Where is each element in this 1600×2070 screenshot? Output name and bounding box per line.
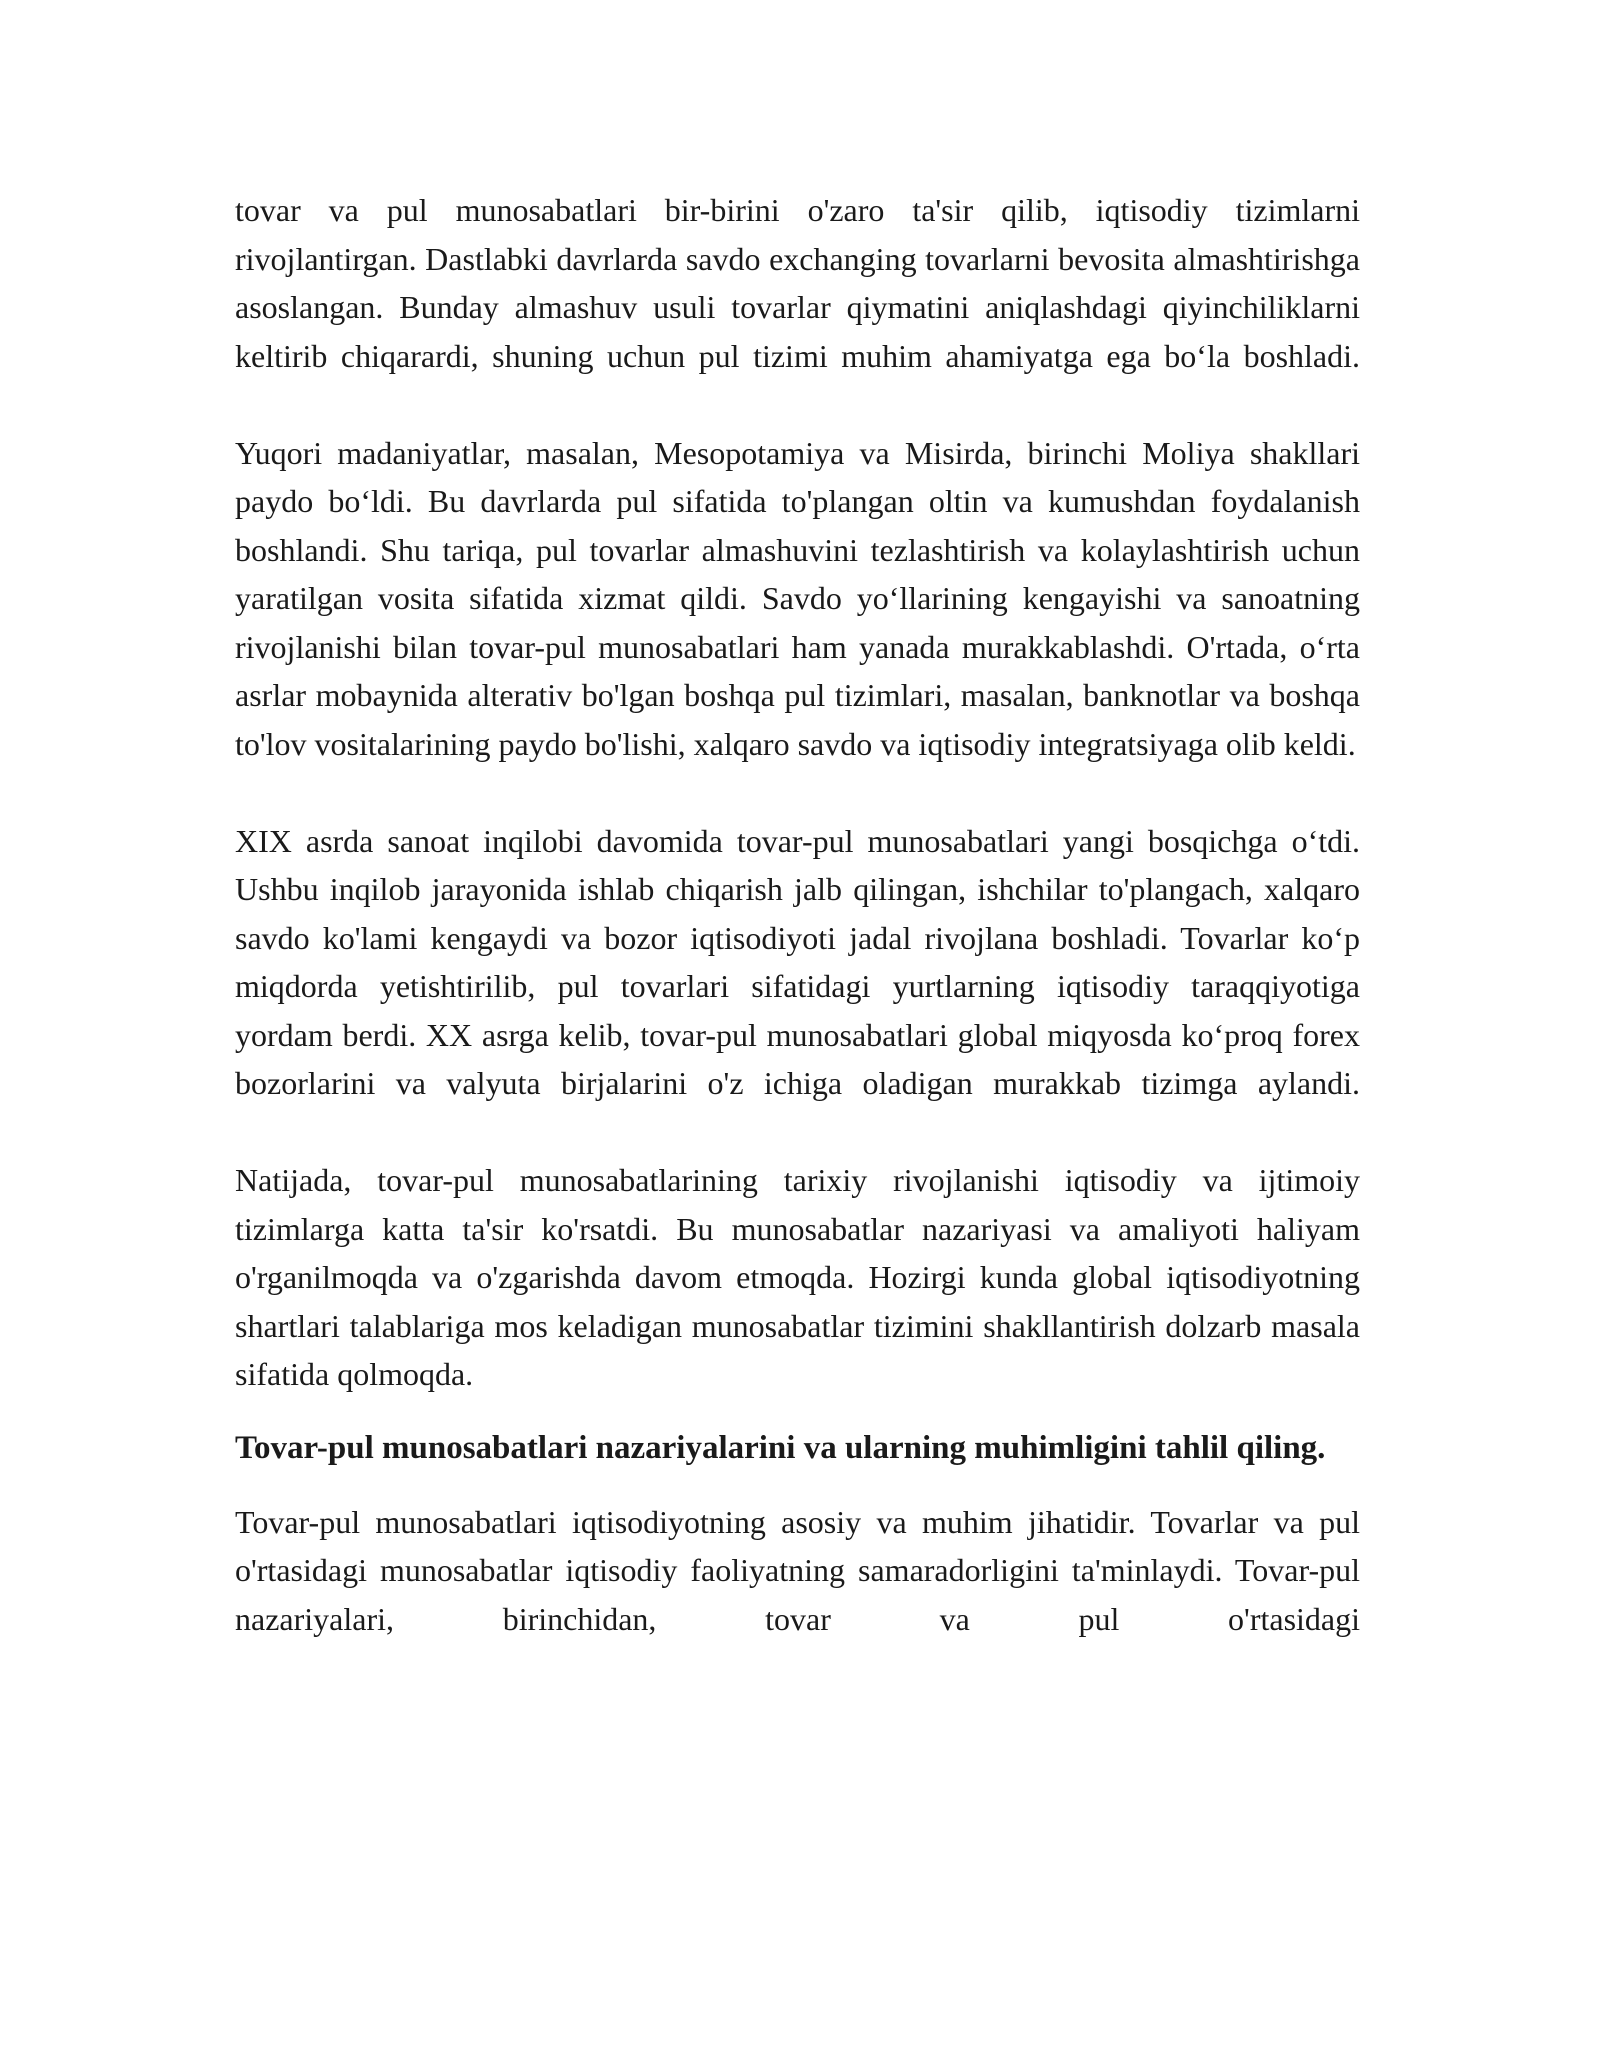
paragraph-industrial-revolution: XIX asrda sanoat inqilobi davomida tovar-pul munosabatlari yangi bosqichga o‘tdi. Ushbu inqilob jarayonida ishlab chiqarish jalb qilingan, ishchilar to'plangach, xalqaro savdo ko'lami kengaydi va bozor iqtisodiyoti jadal rivojlana boshladi. Tovarlar ko‘p miqdorda yetishtirilib, pul tovarlari sifatidagi yurtlarning iqtisodiy taraqqiyotiga yordam berdi. XX asrga kelib, tovar-pul munosabatlari global miqyosda ko‘proq forex bozorlarini va valyuta birjalarini o'z ichiga oladigan murakkab tizimga aylandi. (235, 822, 1360, 1101)
document-body (235, 186, 1360, 1643)
paragraph-spacer (235, 768, 1360, 817)
paragraph-theories-intro: Tovar-pul munosabatlari iqtisodiyotning asosiy va muhim jihatidir. Tovarlar va pul o'rtasidagi munosabatlar iqtisodiy faoliyatning samaradorligini ta'minlaydi. Tovar-pul nazariyalari, birinchidan, tovar va pul o'rtasidagi (235, 1503, 1360, 1637)
paragraph-spacer (235, 1108, 1360, 1157)
paragraph-spacer (235, 380, 1360, 429)
paragraph-conclusion: Natijada, tovar-pul munosabatlarining tarixiy rivojlanishi iqtisodiy va ijtimoiy tizimlarga katta ta'sir ko'rsatdi. Bu munosabatlar nazariyasi va amaliyoti haliyam o'rganilmoqda va o'zgarishda davom etmoqda. Hozirgi kunda global iqtisodiyotning shartlari talablariga mos keladigan munosabatlar tizimini shakllantirish dolzarb masala sifatida qolmoqda. (235, 1162, 1360, 1392)
section-heading: Tovar-pul munosabatlari nazariyalarini va ularning muhimligini tahlil qiling. (235, 1429, 1326, 1466)
paragraph-ancient-money: Yuqori madaniyatlar, masalan, Mesopotamiya va Misirda, birinchi Moliya shakllari paydo bo‘ldi. Bu davrlarda pul sifatida to'plangan oltin va kumushdan foydalanish boshlandi. Shu tariqa, pul tovarlar almashuvini tezlashtirish va kolaylashtirish uchun yaratilgan vosita sifatida xizmat qildi. Savdo yo‘llarining kengayishi va sanoatning rivojlanishi bilan tovar-pul munosabatlari ham yanada murakkablashdi. O'rtada, o‘rta asrlar mobaynida alterativ bo'lgan boshqa pul tizimlari, masalan, banknotlar va boshqa to'lov vositalarining paydo bo'lishi, xalqaro savdo va iqtisodiy integratsiyaga olib keldi. (235, 434, 1360, 762)
paragraph-barter-origins: tovar va pul munosabatlari bir-birini o'zaro ta'sir qilib, iqtisodiy tizimlarni rivojlantirgan. Dastlabki davrlarda savdo exchanging tovarlarni bevosita almashtirishga asoslangan. Bunday almashuv usuli tovarlar qiymatini aniqlashdagi qiyinchiliklarni keltirib chiqarardi, shuning uchun pul tizimi muhim ahamiyatga ega bo‘la boshladi. (235, 192, 1360, 374)
